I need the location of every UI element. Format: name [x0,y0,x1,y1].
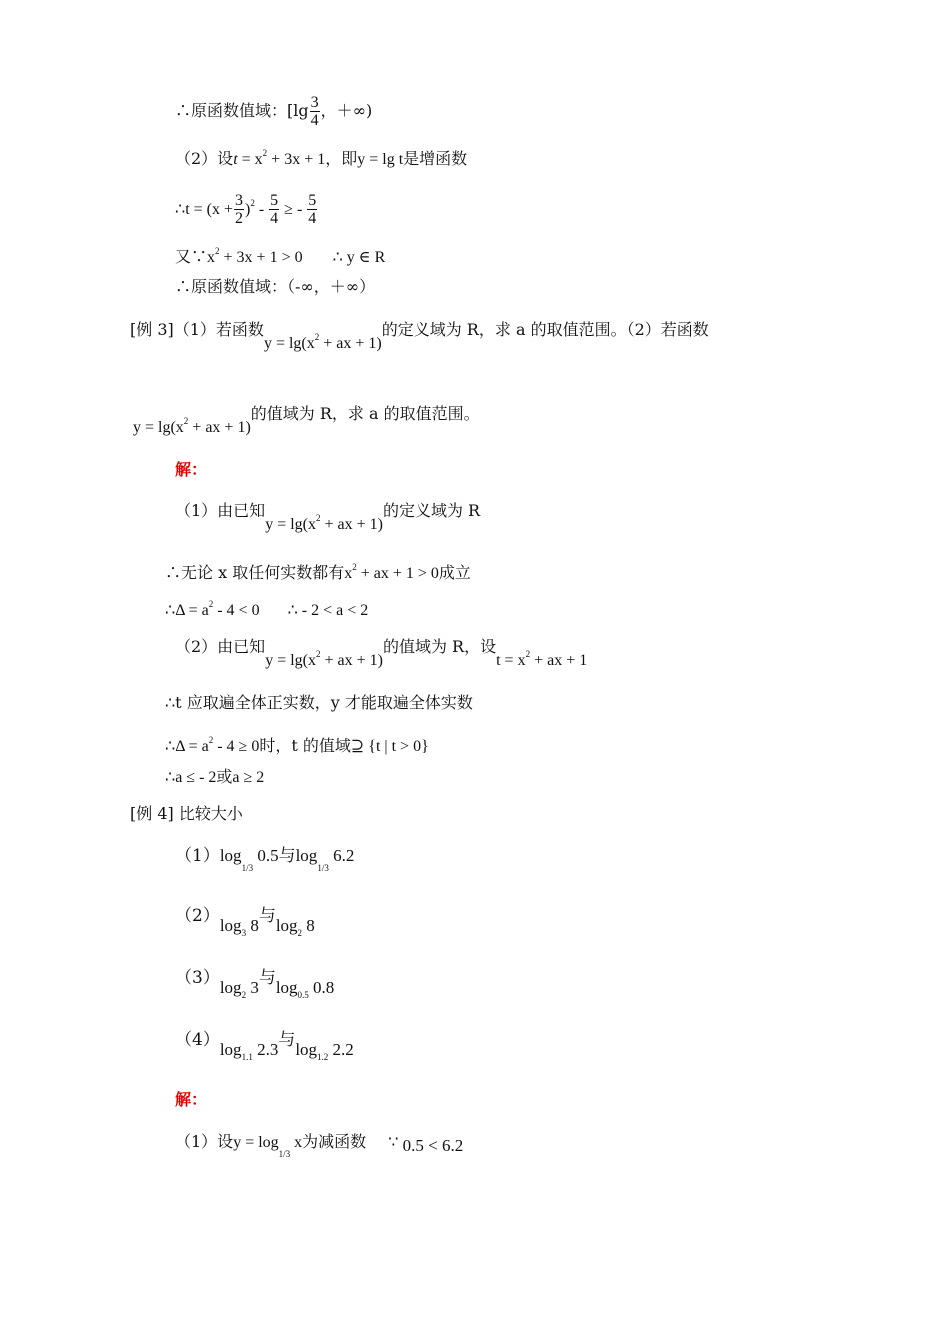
solution-step-6: ∴Δ = $a^2 - 4 \ge 0$时，t 的值域⊇ {t | t > 0} [165,735,429,755]
range-line-2: ∴原函数值域：（-∞，＋∞） [175,277,376,296]
completing-square-line: ∴t = (x + $\frac{3}{2}$ )$^2$ - $\frac{5}{4}$ ≥ - $\frac{5}{4}$ [175,192,317,227]
formula: $y = \lg(x^2$ + ax + 1) [263,332,382,352]
solution-step-5: ∴t 应取遍全体正实数，y 才能取遍全体实数 [165,693,473,712]
positivity-line: 又$\because x^2 + 3x + 1 > 0$ ∴ y ∈ R [175,246,386,266]
formula: $t = x^2$ + ax + 1 [496,649,588,669]
example-3-part-2: $y = \lg(x^2$ + ax + 1)的值域为 R，求 a 的取值范围。 [133,404,480,436]
formula: $y = \lg(x^2$ + ax + 1) [265,513,383,533]
solution-heading-2: 解： [175,1090,208,1109]
fraction: $\frac{3}{4}$ [310,94,319,129]
fraction: $\frac{3}{2}$ [235,192,244,227]
solution-heading-1: 解： [175,460,208,479]
range-tail: ，＋∞) [320,101,373,120]
substitution-line: （2）设$t = x^2 + 3x + 1$，即y = lg t是增函数 [175,148,468,168]
example-4-heading: [例 4] 比较大小 [130,804,243,823]
solution-step-4: （2）由已知$y = \lg(x^2$ + ax + 1)的值域为 R，设$t = x^2$ + ax + 1 [175,637,588,669]
formula: $y = \lg(x^2$ + ax + 1) [133,416,251,436]
compare-item-4: $(4)\log_{1.1}$ 2.3与$\log_{1.2} 2.2$ [175,1030,354,1062]
compare-item-3: $(3)\log_2$ 3与$\log_{0.5} 0.8$ [175,968,335,1000]
solution-d1: （1）设$y = \log_{1/3} x$为减函数 ∵ 0.5 < 6.2 [175,1132,464,1159]
solution-step-1: （1）由已知$y = \lg(x^2$ + ax + 1)的定义域为 R [175,501,481,533]
fraction: $\frac{5}{4}$ [270,192,279,227]
formula: $y = \lg(x^2$ + ax + 1) [265,649,383,669]
range-text: ∴原函数值域：[lg [175,101,309,120]
solution-step-7: ∴a ≤ - 2或a ≥ 2 [165,767,265,786]
range-line-1 [175,94,372,129]
fraction: $\frac{5}{4}$ [308,192,317,227]
example-3-part-1: [例 3]（1）若函数$y = \lg(x^2$ + ax + 1)的定义域为 R，求 a 的取值范围。（2）若函数 [130,320,709,352]
compare-item-2: $(2)\log_3$ 8与$\log_2 8$ [175,906,315,938]
solution-step-3: ∴Δ = $a^2 - 4 < 0$ ∴ - 2 < a < 2 [165,599,369,619]
solution-step-2: ∴无论 x 取任何实数都有$x^2$ + ax + 1 > 0成立 [165,562,471,582]
compare-item-1: $(1)\log_{1/3}$ 0.5与$\log_{1/3} 6.2$ [175,846,355,873]
